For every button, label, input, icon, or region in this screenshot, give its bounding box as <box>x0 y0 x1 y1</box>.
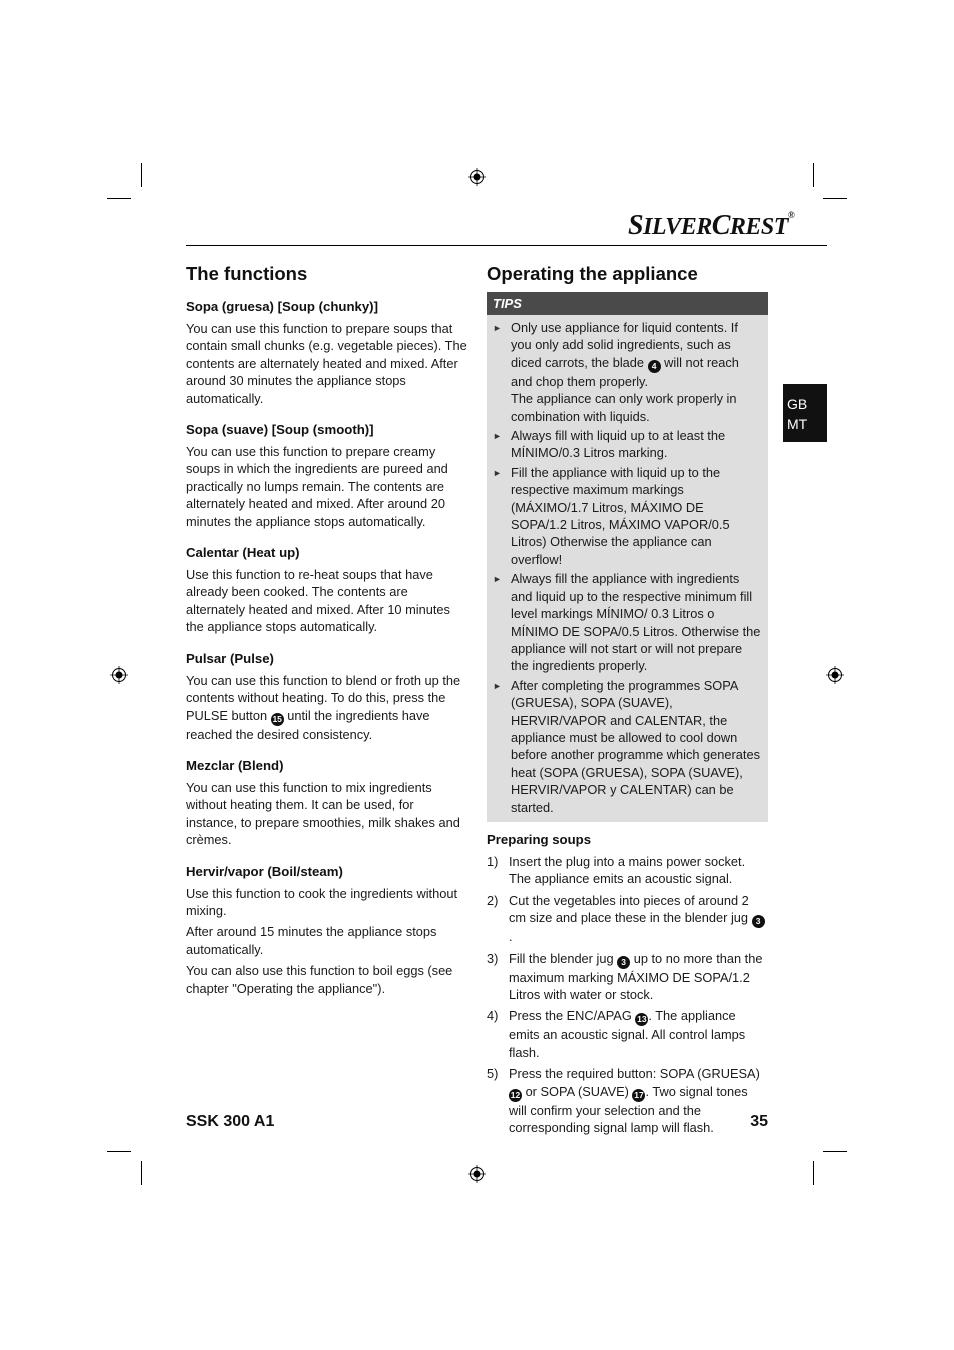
registration-mark-icon <box>110 666 128 684</box>
page-number: 35 <box>750 1113 768 1130</box>
right-column <box>487 262 768 1140</box>
part-number-badge: 3 <box>617 956 630 969</box>
header-rule <box>186 245 827 246</box>
section-text: Use this function to cook the ingredients without mixing. <box>186 885 458 918</box>
part-number-badge: 13 <box>637 1014 647 1025</box>
section-heading: Sopa (gruesa) [Soup (chunky)] <box>186 299 378 314</box>
section-text: After around 15 minutes the appliance stops automatically. <box>186 924 437 957</box>
bullet-arrow-icon: ► <box>493 574 502 585</box>
crop-mark <box>141 1161 142 1185</box>
tip-item: ► After completing the programmes SOPA (GRUESA), SOPA (SUAVE), HERVIR/VAPOR and CALENTAR, the appliance must be allowed to cool down before another programme which generates heat (SOPA (GRUESA), SOPA (SUAVE), HERVIR/VAPOR y CALENTAR) can be started. <box>493 677 760 815</box>
tip-item: ► Always fill the appliance with ingredients and liquid up to the respective minimum fill level markings MÍNIMO/ 0.3 Litros o MÍNIMO DE SOPA/0.5 Litros. Otherwise the appliance will not start or will not prepare the ingredients properly. <box>493 571 761 674</box>
registration-mark-icon <box>468 1165 486 1183</box>
functions-title: The functions <box>186 263 308 284</box>
part-number-badge: 17 <box>634 1089 644 1100</box>
step-item: 1) Insert the plug into a mains power socket. The appliance emits an acoustic signal. <box>487 853 746 887</box>
section-heading: Calentar (Heat up) <box>186 545 300 561</box>
section-text: You can use this function to blend or froth up the contents without heating. To do this, press the PULSE button 15 until the ingredients have reached the desired consistency. <box>186 672 461 742</box>
tips-box <box>487 292 768 822</box>
language-code-mt: MT <box>787 416 808 432</box>
crop-mark <box>823 1151 847 1152</box>
silvercrest-logo: SILVERCREST® <box>628 210 795 241</box>
tips-label: TIPS <box>487 292 768 315</box>
crop-mark <box>813 1161 814 1185</box>
tip-item: ► Always fill with liquid up to at least the MÍNIMO/0.3 Litros marking. <box>493 428 726 461</box>
bullet-arrow-icon: ► <box>493 323 502 333</box>
step-item: 2) Cut the vegetables into pieces of around 2 cm size and place these in the blender jug 3. <box>487 892 768 946</box>
crop-mark <box>141 163 142 187</box>
part-number-badge: 15 <box>272 713 282 724</box>
tip-item: ► Only use appliance for liquid contents. If you only add solid ingredients, such as diced carrots, the blade 4 will not reach and chop them properly. The appliance can only work properly in combination with liquids. <box>493 320 739 424</box>
section-heading: Sopa (suave) [Soup (smooth)] <box>186 422 374 438</box>
registration-mark-icon <box>468 168 486 186</box>
bullet-arrow-icon: ► <box>493 680 502 691</box>
bullet-arrow-icon: ► <box>493 467 502 478</box>
section-heading: Pulsar (Pulse) <box>186 650 274 666</box>
registration-mark-icon <box>826 666 844 684</box>
operating-title: Operating the appliance <box>487 263 698 284</box>
crop-mark <box>813 163 814 187</box>
part-number-badge: 4 <box>648 360 661 373</box>
part-number-badge: 12 <box>510 1089 521 1100</box>
bullet-arrow-icon: ► <box>493 431 502 442</box>
section-text: You can use this function to prepare creamy soups in which the ingredients are pureed and practically no lumps remain. The contents are alternately heated and mixed. After around 20 minutes the appliance stops automatically. <box>186 444 448 529</box>
left-column <box>186 262 468 1001</box>
step-item: 5) Press the required button: SOPA (GRUESA) 12 or SOPA (SUAVE) 17 . Two signal tones will confirm your selection and the corresponding signal lamp will flash. <box>487 1066 760 1136</box>
part-number-badge: 3 <box>752 915 765 928</box>
model-number: SSK 300 A1 <box>186 1113 275 1130</box>
crop-mark <box>107 198 131 199</box>
section-heading: Hervir/vapor (Boil/steam) <box>186 863 343 879</box>
section-text: Use this function to re-heat soups that have already been cooked. The contents are alternately heated and mixed. After 10 minutes the appliance stops automatically. <box>186 567 450 635</box>
crop-mark <box>107 1151 131 1152</box>
section-text: You can also use this function to boil eggs (see chapter "Operating the appliance"). <box>186 963 453 996</box>
crop-mark <box>823 198 847 199</box>
section-heading: Mezclar (Blend) <box>186 757 284 773</box>
tip-item: ► Fill the appliance with liquid up to the respective maximum markings (MÁXIMO/1.7 Litros, MÁXIMO DE SOPA/1.2 Litros, MÁXIMO VAPOR/0.5 Litros) Otherwise the appliance can overflow! <box>493 464 730 567</box>
language-code-gb: GB <box>787 396 808 412</box>
step-item: 3) Fill the blender jug 3 up to no more than the maximum marking MÁXIMO DE SOPA/1.2 Litros with water or stock. <box>487 950 763 1002</box>
section-text: You can use this function to prepare soups that contain small chunks (e.g. vegetable pieces). The contents are alternately heated and mixed. After around 30 minutes the appliance stops automatically. <box>186 321 467 406</box>
section-text: You can use this function to mix ingredients without heating them. It can be used, for instance, to prepare smoothies, milk shakes and crèmes. <box>186 779 460 848</box>
preparing-soups-heading: Preparing soups <box>487 831 592 847</box>
language-tab <box>783 384 827 442</box>
step-item: 4) Press the ENC/APAG 13 . The appliance emits an acoustic signal. All control lamps flash. <box>487 1008 746 1060</box>
